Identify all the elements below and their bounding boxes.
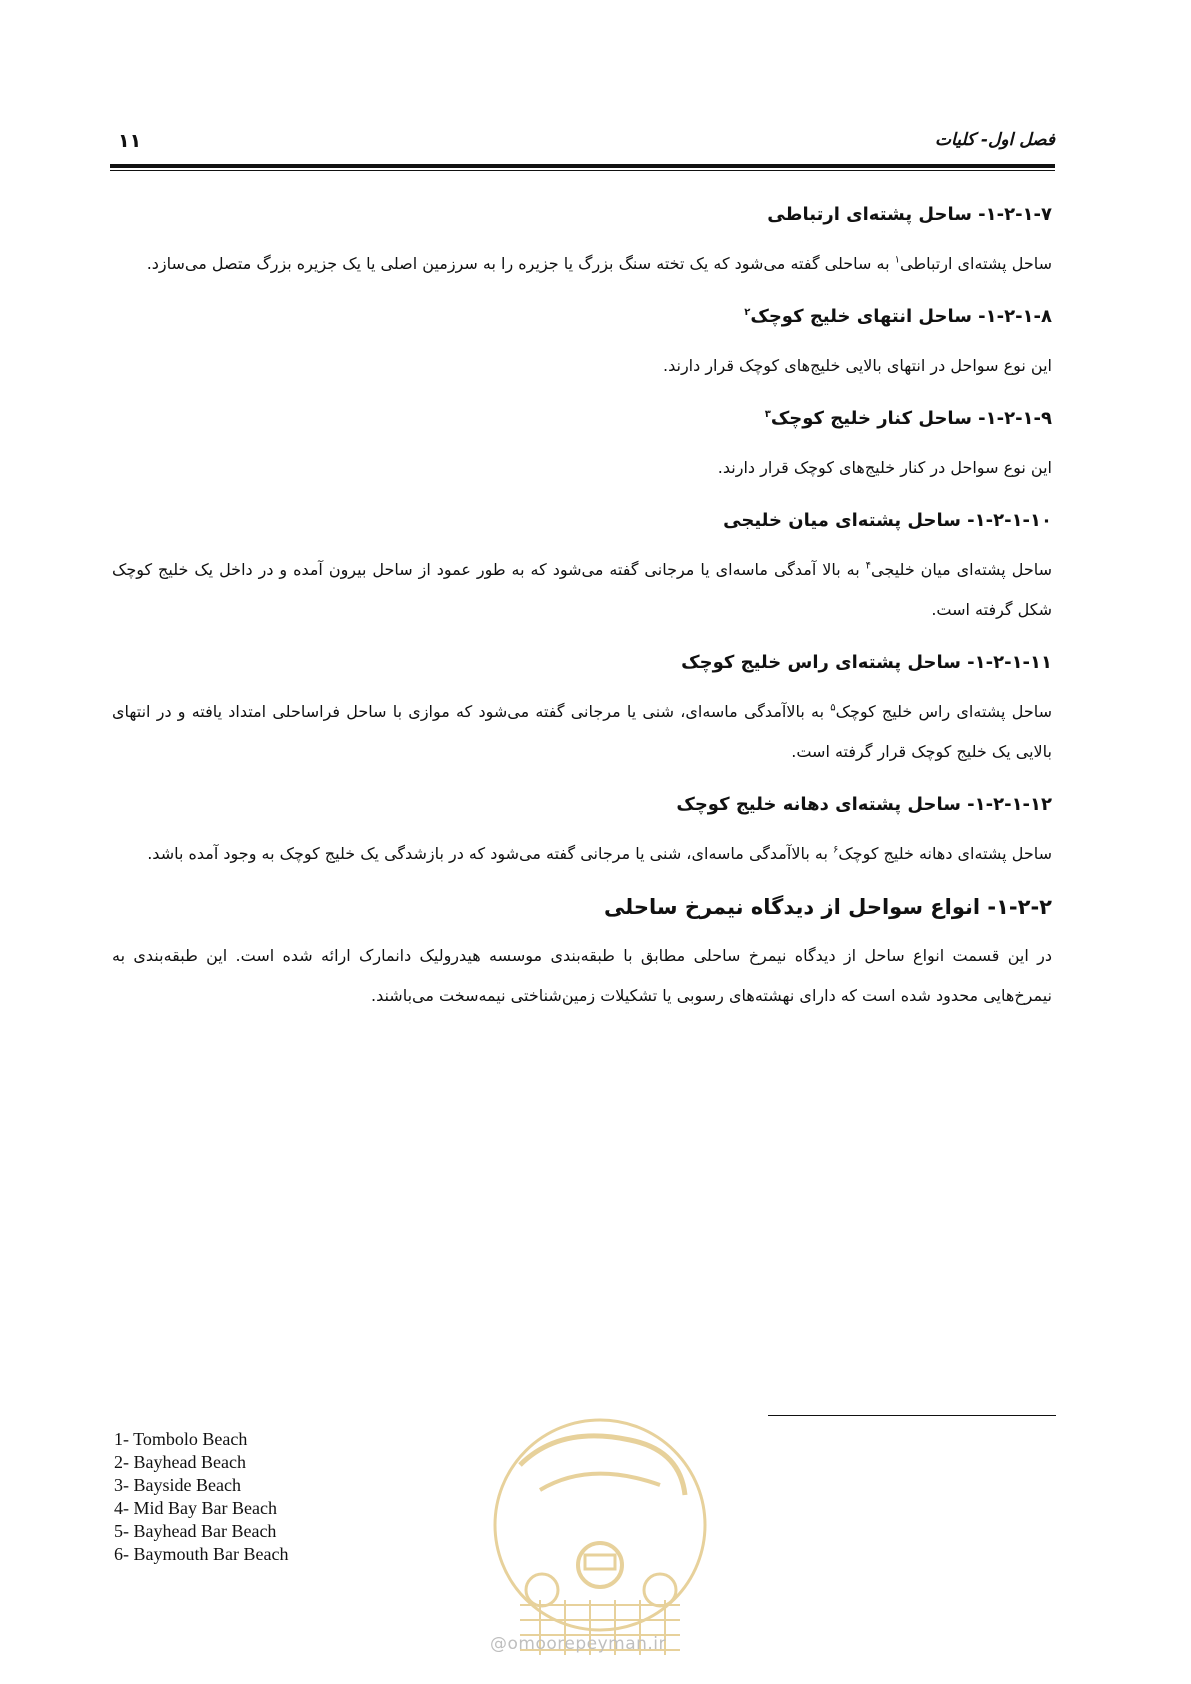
- section-heading-7: ۱-۲-۱-۷- ساحل پشته‌ای ارتباطی: [767, 204, 1052, 225]
- section-heading-11: ۱-۲-۱-۱۱- ساحل پشته‌ای راس خلیج کوچک: [681, 652, 1052, 673]
- footnote-1: 1- Tombolo Beach: [114, 1429, 248, 1449]
- section-heading-10: ۱-۲-۱-۱۰- ساحل پشته‌ای میان خلیجی: [723, 510, 1052, 531]
- section-heading-8: ۱-۲-۱-۸- ساحل انتهای خلیج کوچک$^۲$: [744, 306, 1052, 327]
- page-header: [110, 128, 1055, 158]
- header-rule: [110, 164, 1055, 168]
- section-paragraph-10: ساحل پشته‌ای میان خلیجی$^۴$ به بالا آمدگی ماسه‌ای یا مرجانی گفته می‌شود که به طور عمود از ساحل بیرون آمده و در داخل یک خلیج کوچک شکل گرفته است.: [112, 560, 1052, 619]
- footnote-4: 4- Mid Bay Bar Beach: [114, 1498, 277, 1518]
- document-body: [112, 200, 1052, 1016]
- subsection-heading: ۱-۲-۲- انواع سواحل از دیدگاه نیمرخ ساحلی: [604, 895, 1052, 919]
- chapter-title: فصل اول- کلیات: [935, 130, 1055, 150]
- section-paragraph-11: ساحل پشته‌ای راس خلیج کوچک$^۵$ به بالاآمدگی ماسه‌ای، شنی یا مرجانی گفته می‌شود که موازی با ساحل فراساحلی امتداد یافته و در انتهای بالایی یک خلیج کوچک قرار گرفته است.: [112, 702, 1053, 761]
- watermark-logo: [480, 1405, 720, 1665]
- subsection-paragraph: در این قسمت انواع ساحل از دیدگاه نیمرخ ساحلی مطابق با طبقه‌بندی موسسه هیدرولیک دانمارک ارائه شده است. این طبقه‌بندی به نیمرخ‌هایی محدود شده است که دارای نهشته‌های رسوبی یا تشکیلات زمین‌شناختی نیمه‌سخت می‌باشند.: [112, 946, 1052, 1005]
- section-paragraph-9: این نوع سواحل در کنار خلیج‌های کوچک قرار دارند.: [717, 458, 1052, 477]
- watermark-url: @omoorepeyman.ir: [490, 1634, 667, 1654]
- section-paragraph-12: ساحل پشته‌ای دهانه خلیج کوچک$^۶$ به بالاآمدگی ماسه‌ای، شنی یا مرجانی گفته می‌شود که در بازشدگی یک خلیج کوچک به وجود آمده باشد.: [147, 844, 1052, 863]
- page-number: ۱۱: [118, 130, 142, 152]
- section-heading-9: ۱-۲-۱-۹- ساحل کنار خلیج کوچک$^۳$: [764, 408, 1052, 429]
- footnote-2: 2- Bayhead Beach: [114, 1452, 246, 1472]
- footnote-3: 3- Bayside Beach: [114, 1475, 241, 1495]
- section-heading-12: ۱-۲-۱-۱۲- ساحل پشته‌ای دهانه خلیج کوچک: [676, 794, 1052, 815]
- section-paragraph-7: ساحل پشته‌ای ارتباطی$^۱$ به ساحلی گفته می‌شود که یک تخته سنگ بزرگ یا جزیره را به سرزمین اصلی یا یک جزیره بزرگ متصل می‌سازد.: [146, 254, 1052, 273]
- footnotes: [114, 1428, 288, 1566]
- footnote-rule: [768, 1415, 1056, 1416]
- footnote-6: 6- Baymouth Bar Beach: [114, 1544, 289, 1564]
- section-paragraph-8: این نوع سواحل در انتهای بالایی خلیج‌های کوچک قرار دارند.: [663, 356, 1052, 375]
- footnote-5: 5- Bayhead Bar Beach: [114, 1521, 277, 1541]
